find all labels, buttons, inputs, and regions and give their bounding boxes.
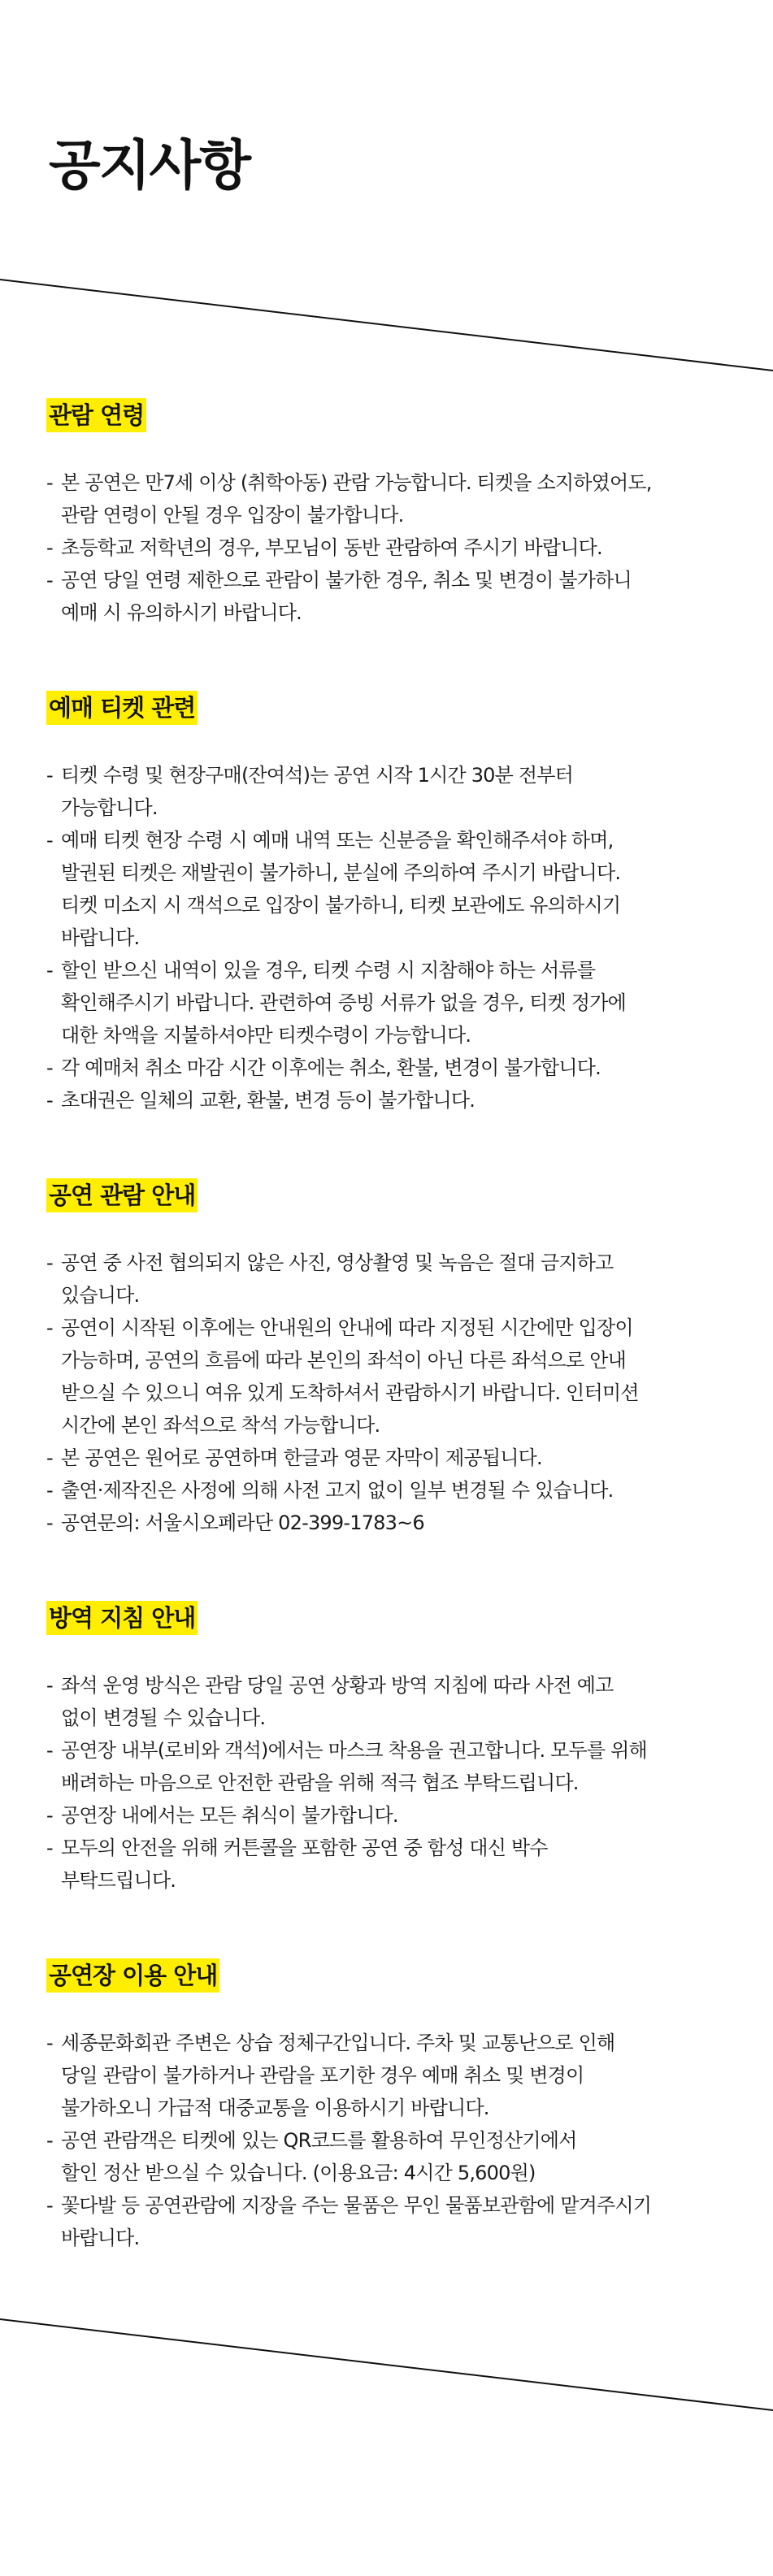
- notice-item-text: 공연 당일 연령 제한으로 관람이 불가한 경우, 취소 및 변경이 불가하니 예매 시 유의하시기 바랍니다.: [61, 569, 632, 624]
- list-marker: -: [46, 764, 53, 787]
- notice-item: [46, 564, 745, 629]
- notice-item-text: 공연이 시작된 이후에는 안내원의 안내에 따라 지정된 시간에만 입장이 가능하며, 공연의 흐름에 따라 본인의 좌석이 아닌 다른 좌석으로 안내 받으실 수 있으니 여유 있게 도착하셔서 관람하시기 바랍니다. 인터미션 시간에 본인 좌석으로 착석 가능합니다.: [61, 1316, 639, 1437]
- notice-item: [46, 2189, 745, 2254]
- list-marker: -: [46, 2129, 53, 2152]
- list-marker: -: [46, 536, 53, 559]
- notice-list: [46, 1247, 745, 1539]
- notice-item-text: 세종문화회관 주변은 상습 정체구간입니다. 주차 및 교통난으로 인해 당일 관람이 불가하거나 관람을 포기한 경우 예매 취소 및 변경이 불가하오니 가급적 대중교통을 이용하시기 바랍니다.: [61, 2032, 615, 2119]
- list-marker: -: [46, 1446, 53, 1469]
- notice-item-text: 출연·제작진은 사정에 의해 사전 고지 없이 일부 변경될 수 있습니다.: [61, 1479, 614, 1502]
- list-marker: -: [46, 1511, 53, 1534]
- notice-item: [46, 1052, 745, 1084]
- notice-item: [46, 759, 745, 824]
- notice-item: [46, 1312, 745, 1442]
- section-heading: 방역 지침 안내: [46, 1601, 198, 1635]
- list-marker: -: [46, 1089, 53, 1112]
- notice-item: [46, 1474, 745, 1507]
- bottom-diagonal-divider: [0, 2316, 773, 2413]
- notice-item-text: 좌석 운영 방식은 관람 당일 공연 상황과 방역 지침에 따라 사전 예고 없이 변경될 수 있습니다.: [61, 1674, 614, 1729]
- notice-item: [46, 466, 745, 531]
- notice-item-text: 초등학교 저학년의 경우, 부모님이 동반 관람하여 주시기 바랍니다.: [61, 536, 602, 559]
- notice-content: [46, 398, 745, 2316]
- notice-item: [46, 2124, 745, 2189]
- notice-list: [46, 2027, 745, 2254]
- notice-item: [46, 1734, 745, 1799]
- notice-item: [46, 1832, 745, 1897]
- notice-item: [46, 531, 745, 564]
- list-marker: -: [46, 1251, 53, 1274]
- notice-item: [46, 1084, 745, 1117]
- notice-item: [46, 1442, 745, 1474]
- notice-item-text: 각 예매처 취소 마감 시간 이후에는 취소, 환불, 변경이 불가합니다.: [61, 1056, 601, 1079]
- section-heading: 관람 연령: [46, 398, 146, 432]
- notice-item-text: 공연장 내부(로비와 객석)에서는 마스크 착용을 권고합니다. 모두를 위해 배려하는 마음으로 안전한 관람을 위해 적극 협조 부탁드립니다.: [61, 1739, 647, 1794]
- list-marker: -: [46, 829, 53, 852]
- list-marker: -: [46, 2194, 53, 2217]
- notice-section-ticket: [46, 691, 745, 1117]
- notice-item: [46, 1507, 745, 1539]
- section-heading: 공연 관람 안내: [46, 1178, 198, 1212]
- list-marker: -: [46, 1056, 53, 1079]
- notice-item-text: 공연장 내에서는 모든 취식이 불가합니다.: [61, 1804, 398, 1827]
- notice-item-text: 공연문의: 서울시오페라단 02-399-1783~6: [61, 1511, 424, 1534]
- section-heading: 예매 티켓 관련: [46, 691, 198, 725]
- notice-item-text: 모두의 안전을 위해 커튼콜을 포함한 공연 중 함성 대신 박수 부탁드립니다.: [61, 1837, 548, 1892]
- notice-item: [46, 954, 745, 1052]
- list-marker: -: [46, 1739, 53, 1762]
- list-marker: -: [46, 959, 53, 982]
- top-diagonal-divider: [0, 276, 773, 374]
- notice-section-viewing: [46, 1178, 745, 1539]
- list-marker: -: [46, 1804, 53, 1827]
- notice-item-text: 본 공연은 원어로 공연하며 한글과 영문 자막이 제공됩니다.: [61, 1446, 542, 1469]
- list-marker: -: [46, 1316, 53, 1339]
- notice-item-text: 본 공연은 만7세 이상 (취학아동) 관람 가능합니다. 티켓을 소지하였어도, 관람 연령이 안될 경우 입장이 불가합니다.: [61, 471, 652, 527]
- notice-item: [46, 824, 745, 954]
- notice-section-quarantine: [46, 1601, 745, 1897]
- notice-item-text: 초대권은 일체의 교환, 환불, 변경 등이 불가합니다.: [61, 1089, 476, 1112]
- list-marker: -: [46, 471, 53, 494]
- notice-section-venue: [46, 1958, 745, 2254]
- notice-item-text: 공연 중 사전 협의되지 않은 사진, 영상촬영 및 녹음은 절대 금지하고 있습니다.: [61, 1251, 614, 1307]
- notice-item-text: 공연 관람객은 티켓에 있는 QR코드를 활용하여 무인정산기에서 할인 정산 받으실 수 있습니다. (이용요금: 4시간 5,600원): [61, 2129, 577, 2184]
- notice-item-text: 티켓 수령 및 현장구매(잔여석)는 공연 시작 1시간 30분 전부터 가능합니다.: [61, 764, 573, 819]
- list-marker: -: [46, 1479, 53, 1502]
- section-heading: 공연장 이용 안내: [46, 1958, 219, 1993]
- notice-list: [46, 1669, 745, 1897]
- notice-item: [46, 1799, 745, 1832]
- notice-list: [46, 759, 745, 1117]
- notice-item: [46, 1247, 745, 1312]
- notice-item: [46, 2027, 745, 2124]
- list-marker: -: [46, 569, 53, 592]
- notice-section-age: [46, 398, 745, 629]
- notice-item-text: 꽃다발 등 공연관람에 지장을 주는 물품은 무인 물품보관함에 맡겨주시기 바랍니다.: [61, 2194, 652, 2249]
- notice-list: [46, 466, 745, 629]
- list-marker: -: [46, 1674, 53, 1697]
- list-marker: -: [46, 1837, 53, 1859]
- notice-item-text: 할인 받으신 내역이 있을 경우, 티켓 수령 시 지참해야 하는 서류를 확인해주시기 바랍니다. 관련하여 증빙 서류가 없을 경우, 티켓 정가에 대한 차액을 지불하셔야만 티켓수령이 가능합니다.: [61, 959, 627, 1047]
- notice-item: [46, 1669, 745, 1734]
- page-title: 공지사항: [49, 134, 250, 197]
- notice-item-text: 예매 티켓 현장 수령 시 예매 내역 또는 신분증을 확인해주셔야 하며, 발권된 티켓은 재발권이 불가하니, 분실에 주의하여 주시기 바랍니다. 티켓 미소지 시 객석으로 입장이 불가하니, 티켓 보관에도 유의하시기 바랍니다.: [61, 829, 621, 949]
- list-marker: -: [46, 2032, 53, 2054]
